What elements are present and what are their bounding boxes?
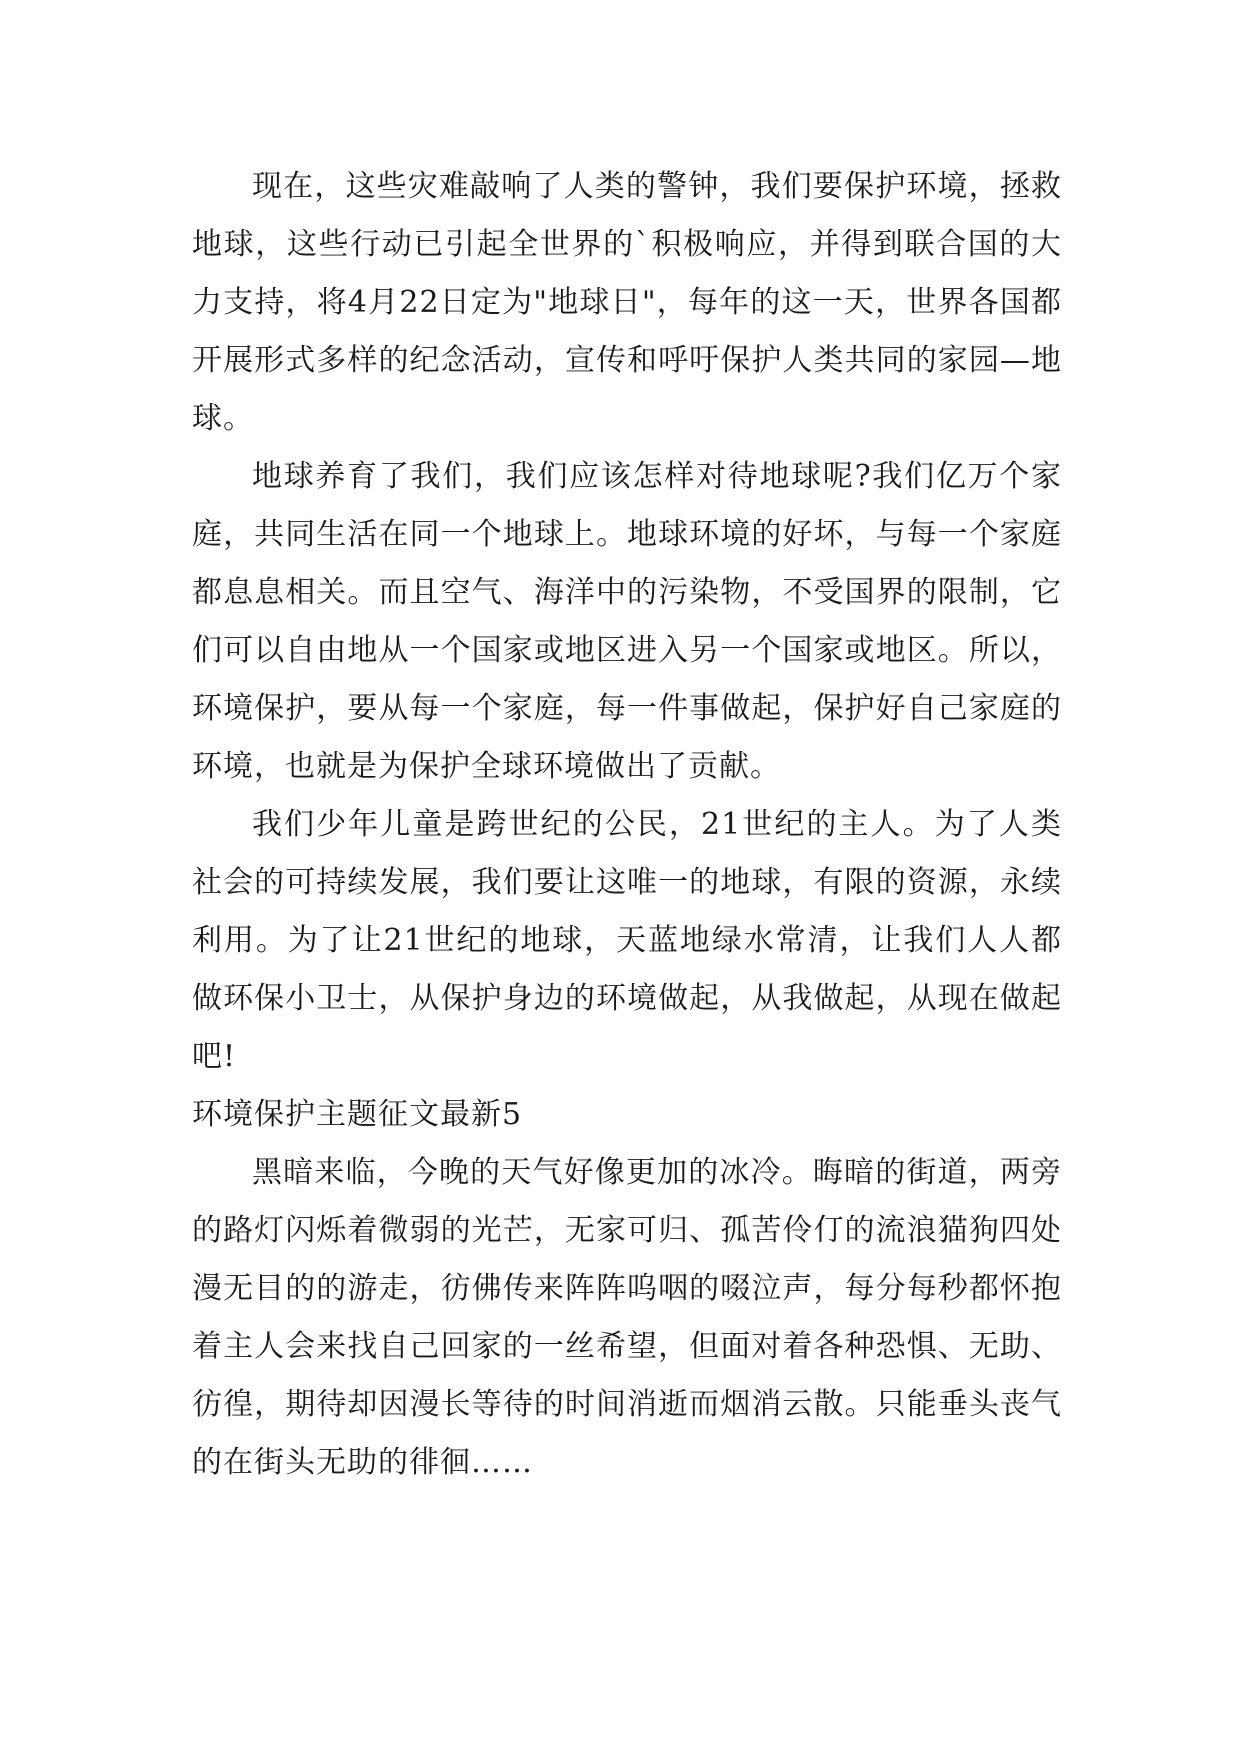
paragraph-stray-animals: 黑暗来临，今晚的天气好像更加的冰冷。晦暗的街道，两旁的路灯闪烁着微弱的光芒，无家可归、孤苦伶仃的流浪猫狗四处漫无目的的游走，彷佛传来阵阵呜咽的啜泣声，每分每秒都怀抱着主人会来找自己回家的一丝希望，但面对着各种恐惧、无助、彷徨，期待却因漫长等待的时间消逝而烟消云散。只能垂头丧气的在街头无助的徘徊…… bbox=[192, 1155, 1062, 1480]
paragraph-earth-family: 地球养育了我们，我们应该怎样对待地球呢?我们亿万个家庭，共同生活在同一个地球上。地球环境的好坏，与每一个家庭都息息相关。而且空气、海洋中的污染物，不受国界的限制，它们可以自由地从一个国家或地区进入另一个国家或地区。所以，环境保护，要从每一个家庭，每一件事做起，保护好自己家庭的环境，也就是为保护全球环境做出了贡献。 bbox=[192, 459, 1062, 784]
paragraph-young-citizens: 我们少年儿童是跨世纪的公民，21世纪的主人。为了人类社会的可持续发展，我们要让这唯一的地球，有限的资源，永续利用。为了让21世纪的地球，天蓝地绿水常清，让我们人人都做环保小卫士，从保护身边的环境做起，从我做起，从现在做起吧! bbox=[192, 807, 1062, 1074]
paragraph-disaster-warning: 现在，这些灾难敲响了人类的警钟，我们要保护环境，拯救地球，这些行动已引起全世界的`积极响应，并得到联合国的大力支持，将4月22日定为"地球日"，每年的这一天，世界各国都开展形式多样的纪念活动，宣传和呼吁保护人类共同的家园—地球。 bbox=[192, 169, 1062, 436]
document-body bbox=[192, 158, 1062, 1492]
section-title: 环境保护主题征文最新5 bbox=[192, 1097, 523, 1132]
